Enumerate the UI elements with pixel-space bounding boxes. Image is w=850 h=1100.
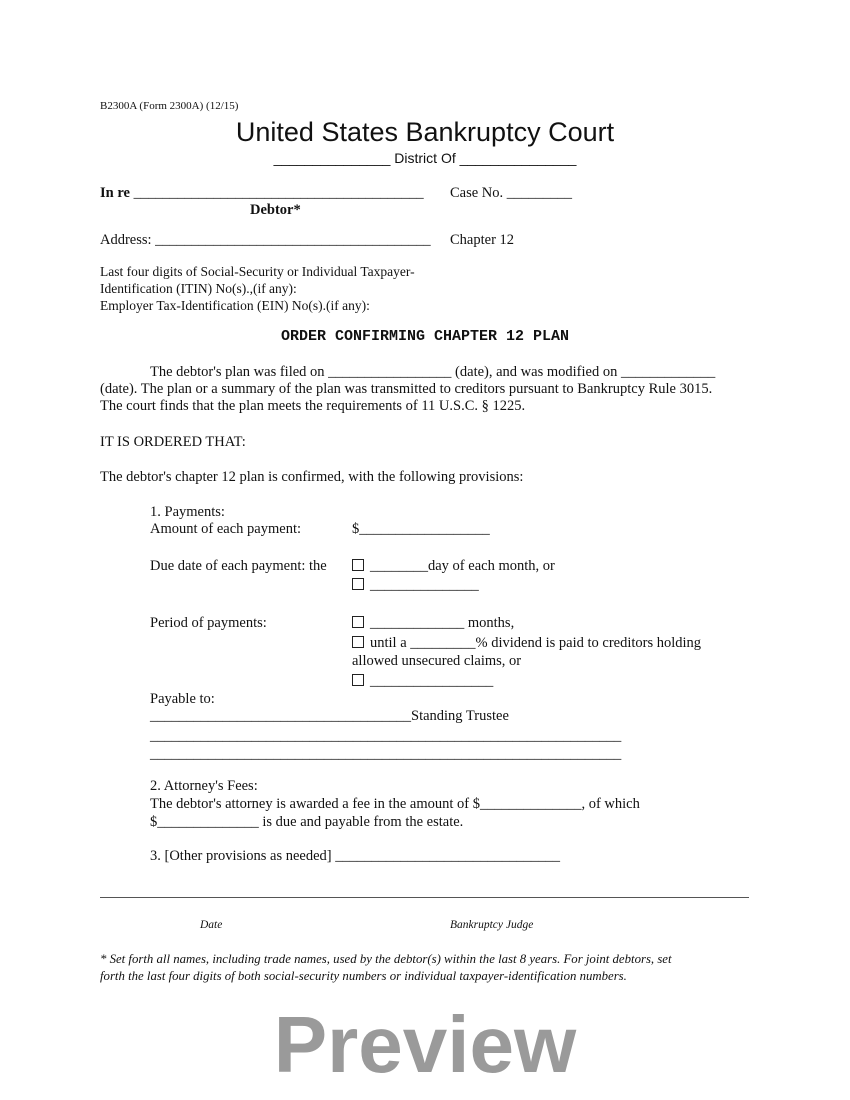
period-option-1	[352, 615, 514, 631]
chapter: Chapter 12	[450, 232, 515, 248]
due-option-1-text: ________day of each month, or	[370, 558, 555, 574]
period-option-2	[352, 635, 701, 651]
fees-line: $______________ is due and payable from the estate.	[150, 814, 464, 830]
other-provisions: 3. [Other provisions as needed] _______________________________	[150, 848, 560, 864]
period-option-3	[352, 673, 493, 689]
ordered-text: IT IS ORDERED THAT:	[100, 434, 246, 450]
period-option-3-text: _________________	[370, 673, 494, 689]
paragraph-line: The court finds that the plan meets the requirements of 11 U.S.C. § 1225.	[100, 398, 526, 414]
confirmed-text: The debtor's chapter 12 plan is confirmed, with the following provisions:	[100, 469, 524, 485]
case-no: Case No. _________	[450, 185, 573, 201]
due-option-1	[352, 558, 555, 574]
debtor-label: Debtor*	[250, 202, 301, 218]
court-title: United States Bankruptcy Court	[235, 117, 615, 147]
amount-label: Amount of each payment:	[150, 521, 301, 537]
date-label: Date	[200, 919, 223, 931]
checkbox[interactable]	[352, 674, 364, 686]
payable-line: ____________________________________Standing Trustee	[150, 708, 509, 724]
payable-line: _________________________________________________________________	[150, 728, 622, 744]
signature-rule	[100, 897, 749, 898]
checkbox[interactable]	[352, 578, 364, 590]
paragraph-line: The debtor's plan was filed on _________________ (date), and was modified on _____________	[150, 364, 716, 380]
checkbox[interactable]	[352, 559, 364, 571]
id-line: Employer Tax-Identification (EIN) No(s).(if any):	[100, 298, 370, 313]
due-option-2	[352, 577, 479, 593]
preview-watermark: Preview	[273, 1000, 577, 1089]
paragraph-line: (date). The plan or a summary of the plan was transmitted to creditors pursuant to Bankruptcy Rule 3015.	[100, 381, 713, 397]
address: Address: ______________________________________	[100, 232, 431, 248]
order-heading: ORDER CONFIRMING CHAPTER 12 PLAN	[280, 328, 570, 345]
fees-line: The debtor's attorney is awarded a fee in the amount of $______________, of which	[150, 796, 640, 812]
due-label: Due date of each payment: the	[150, 558, 327, 574]
district-line: _______________ District Of _______________	[273, 150, 577, 166]
in-re	[100, 185, 424, 201]
form-id: B2300A (Form 2300A) (12/15)	[100, 100, 239, 112]
in-re-blank: ________________________________________	[133, 185, 424, 201]
in-re-label: In re	[100, 185, 130, 201]
amount-blank: $__________________	[352, 521, 490, 537]
footnote-line: forth the last four digits of both social-security numbers or individual taxpayer-identification numbers.	[100, 969, 627, 983]
payments-title: 1. Payments:	[150, 504, 225, 520]
id-line: Last four digits of Social-Security or Individual Taxpayer-	[100, 264, 415, 279]
due-option-2-text: _______________	[370, 577, 479, 593]
period-option-2-text: until a _________% dividend is paid to creditors holding	[370, 635, 702, 651]
id-line: Identification (ITIN) No(s).,(if any):	[100, 281, 297, 296]
period-option-1-text: _____________ months,	[370, 615, 515, 631]
footnote-line: * Set forth all names, including trade names, used by the debtor(s) within the last 8 years. For joint debtors, set	[100, 952, 672, 966]
payable-label: Payable to:	[150, 691, 215, 707]
fees-title: 2. Attorney's Fees:	[150, 778, 258, 794]
checkbox[interactable]	[352, 636, 364, 648]
payable-line: _________________________________________________________________	[150, 746, 622, 762]
judge-label: Bankruptcy Judge	[450, 919, 534, 931]
period-label: Period of payments:	[150, 615, 267, 631]
period-option-2-cont: allowed unsecured claims, or	[352, 653, 522, 669]
checkbox[interactable]	[352, 616, 364, 628]
